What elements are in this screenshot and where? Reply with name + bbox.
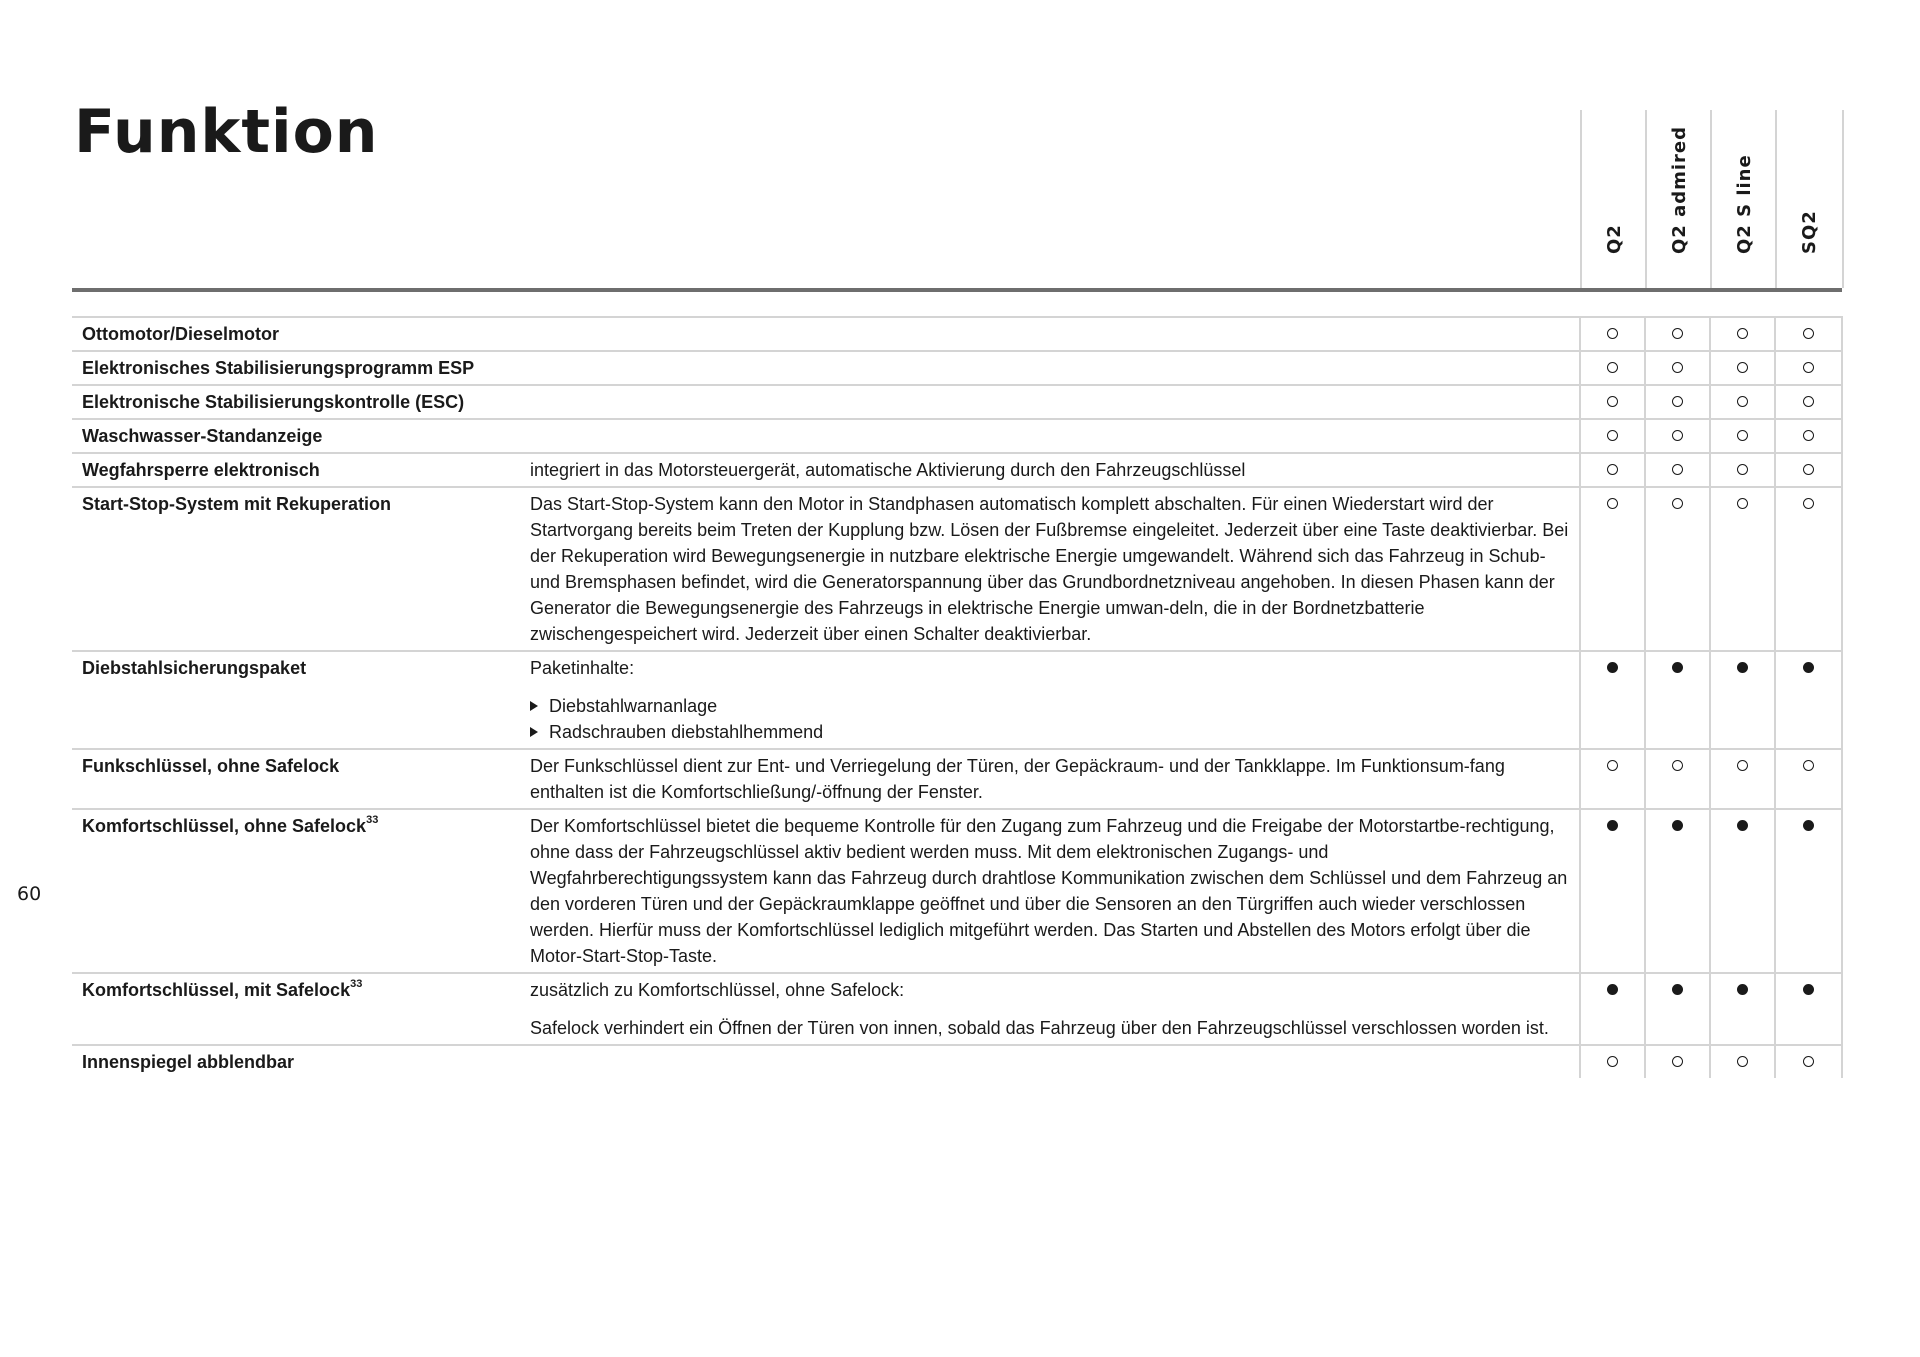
list-item (530, 719, 1569, 745)
availability-cell (1645, 385, 1710, 419)
availability-cell (1580, 651, 1645, 749)
feature-description (520, 809, 1580, 973)
hollow-circle-icon (1607, 328, 1618, 339)
feature-description (520, 651, 1580, 749)
availability-cell (1645, 749, 1710, 809)
hollow-circle-icon (1607, 362, 1618, 373)
availability-cell (1645, 317, 1710, 351)
hollow-circle-icon (1737, 328, 1748, 339)
availability-cell (1775, 453, 1842, 487)
hollow-circle-icon (1803, 328, 1814, 339)
availability-cell (1775, 651, 1842, 749)
table-row (72, 973, 1842, 1045)
filled-circle-icon (1672, 820, 1683, 831)
hollow-circle-icon (1803, 396, 1814, 407)
filled-circle-icon (1803, 820, 1814, 831)
feature-description-text: integriert in das Motorsteuergerät, automatische Aktivierung durch den Fahrzeugschlüssel (530, 460, 1246, 480)
availability-cell (1775, 317, 1842, 351)
table-row (72, 749, 1842, 809)
table-row (72, 453, 1842, 487)
hollow-circle-icon (1803, 498, 1814, 509)
feature-table-body (72, 317, 1842, 1078)
feature-name-text: Komfortschlüssel, mit Safelock (82, 980, 351, 1000)
feature-description (520, 453, 1580, 487)
availability-cell (1645, 453, 1710, 487)
hollow-circle-icon (1737, 396, 1748, 407)
table-row (72, 1045, 1842, 1078)
page-title: Funktion (74, 97, 379, 167)
hollow-circle-icon (1607, 498, 1618, 509)
availability-cell (1775, 809, 1842, 973)
hollow-circle-icon (1737, 430, 1748, 441)
feature-name-text: Elektronische Stabilisierungskontrolle (ESC) (82, 392, 465, 412)
availability-cell (1710, 1045, 1775, 1078)
filled-circle-icon (1672, 662, 1683, 673)
availability-cell (1710, 749, 1775, 809)
feature-description-text: Paketinhalte: (530, 658, 635, 678)
feature-name (72, 351, 520, 385)
hollow-circle-icon (1607, 464, 1618, 475)
hollow-circle-icon (1737, 498, 1748, 509)
hollow-circle-icon (1607, 396, 1618, 407)
availability-cell (1580, 1045, 1645, 1078)
availability-cell (1775, 419, 1842, 453)
availability-cell (1710, 385, 1775, 419)
feature-table (72, 316, 1843, 1078)
availability-cell (1645, 1045, 1710, 1078)
hollow-circle-icon (1803, 1056, 1814, 1067)
hollow-circle-icon (1803, 760, 1814, 771)
availability-cell (1645, 351, 1710, 385)
table-row (72, 385, 1842, 419)
footnote-ref: 33 (350, 978, 363, 990)
triangle-bullet-icon (530, 727, 538, 737)
feature-name (72, 809, 520, 973)
feature-description-text: Das Start-Stop-System kann den Motor in Standphasen automatisch komplett abschalten. Für einen Wiederstart wird der Startvorgang bereits beim Treten der Kupplung bzw. Lösen der Fußbremse eingeleitet. Jederzeit über eine Taste deaktivierbar. Bei der Rekuperation wird Bewegungsenergie in nutzbare elektrische Energie umgewandelt. Während sich das Fahrzeug in Schub- und Bremsphasen befindet, wird die Generatorspannung über das Grundbordnetzniveau angehoben. In diesen Phasen kann der Generator die Bewegungsenergie des Fahrzeugs in elektrische Energie umwan-deln, die in der Bordnetzbatterie zwischengespeichert wird. Jederzeit über einen Schalter deaktivierbar. (530, 494, 1569, 644)
table-row (72, 317, 1842, 351)
filled-circle-icon (1803, 662, 1814, 673)
availability-cell (1710, 973, 1775, 1045)
availability-cell (1645, 809, 1710, 973)
hollow-circle-icon (1803, 430, 1814, 441)
hollow-circle-icon (1672, 1056, 1683, 1067)
availability-cell (1645, 419, 1710, 453)
filled-circle-icon (1607, 984, 1618, 995)
hollow-circle-icon (1607, 1056, 1618, 1067)
header-rule (72, 288, 1842, 292)
feature-name (72, 385, 520, 419)
column-header-label: Q2 admired (1668, 125, 1690, 254)
availability-cell (1710, 651, 1775, 749)
availability-cell (1775, 973, 1842, 1045)
filled-circle-icon (1737, 820, 1748, 831)
availability-cell (1710, 809, 1775, 973)
feature-name (72, 1045, 520, 1078)
column-header-q2-s-line (1710, 110, 1777, 288)
availability-cell (1710, 351, 1775, 385)
feature-description (520, 351, 1580, 385)
feature-description (520, 317, 1580, 351)
availability-cell (1710, 419, 1775, 453)
feature-name-text: Diebstahlsicherungspaket (82, 658, 307, 678)
availability-cell (1645, 487, 1710, 651)
feature-description (520, 1045, 1580, 1078)
availability-cell (1645, 973, 1710, 1045)
feature-description (520, 973, 1580, 1045)
availability-cell (1580, 317, 1645, 351)
availability-cell (1710, 453, 1775, 487)
table-row (72, 419, 1842, 453)
availability-cell (1580, 487, 1645, 651)
filled-circle-icon (1607, 662, 1618, 673)
hollow-circle-icon (1672, 328, 1683, 339)
table-row (72, 809, 1842, 973)
filled-circle-icon (1672, 984, 1683, 995)
hollow-circle-icon (1672, 464, 1683, 475)
availability-cell (1775, 487, 1842, 651)
hollow-circle-icon (1803, 362, 1814, 373)
availability-cell (1580, 453, 1645, 487)
hollow-circle-icon (1737, 464, 1748, 475)
hollow-circle-icon (1803, 464, 1814, 475)
feature-name (72, 453, 520, 487)
feature-description (520, 385, 1580, 419)
column-header-label: Q2 (1603, 224, 1625, 254)
list-item (530, 693, 1569, 719)
feature-name (72, 651, 520, 749)
availability-cell (1580, 385, 1645, 419)
feature-name (72, 973, 520, 1045)
feature-name-text: Funkschlüssel, ohne Safelock (82, 756, 340, 776)
feature-name-text: Innenspiegel abblendbar (82, 1052, 295, 1072)
hollow-circle-icon (1737, 1056, 1748, 1067)
feature-name (72, 419, 520, 453)
hollow-circle-icon (1737, 362, 1748, 373)
feature-name-text: Komfortschlüssel, ohne Safelock (82, 816, 367, 836)
list-item-text: Diebstahlwarnanlage (549, 696, 718, 716)
feature-name (72, 487, 520, 651)
availability-cell (1580, 809, 1645, 973)
hollow-circle-icon (1672, 430, 1683, 441)
feature-description-text: Der Funkschlüssel dient zur Ent- und Verriegelung der Türen, der Gepäckraum- und der Tankklappe. Im Funktionsum-fang enthalten ist die Komfortschließung/-öffnung der Fenster. (530, 756, 1505, 802)
feature-name-text: Elektronisches Stabilisierungsprogramm ESP (82, 358, 475, 378)
availability-cell (1580, 351, 1645, 385)
availability-cell (1775, 351, 1842, 385)
availability-cell (1775, 1045, 1842, 1078)
filled-circle-icon (1803, 984, 1814, 995)
availability-cell (1580, 749, 1645, 809)
list-item-text: Radschrauben diebstahlhemmend (549, 722, 824, 742)
availability-cell (1580, 419, 1645, 453)
feature-description-text: zusätzlich zu Komfortschlüssel, ohne Safelock: (530, 980, 905, 1000)
table-row (72, 651, 1842, 749)
feature-name-text: Wegfahrsperre elektronisch (82, 460, 320, 480)
column-header-q2-admired (1645, 110, 1712, 288)
column-header-label: Q2 S line (1733, 154, 1755, 254)
page-number: 60 (17, 883, 42, 905)
filled-circle-icon (1737, 984, 1748, 995)
feature-description-text-2: Safelock verhindert ein Öffnen der Türen von innen, sobald das Fahrzeug über den Fahrzeugschlüssel verschlossen worden ist. (530, 1018, 1549, 1038)
column-header-sq2 (1775, 110, 1844, 288)
triangle-bullet-icon (530, 701, 538, 711)
column-header-q2 (1580, 110, 1647, 288)
hollow-circle-icon (1672, 760, 1683, 771)
feature-description (520, 487, 1580, 651)
table-row (72, 351, 1842, 385)
feature-name (72, 749, 520, 809)
feature-description (520, 419, 1580, 453)
hollow-circle-icon (1672, 362, 1683, 373)
feature-description (520, 749, 1580, 809)
feature-name-text: Ottomotor/Dieselmotor (82, 324, 280, 344)
feature-name-text: Start-Stop-System mit Rekuperation (82, 494, 392, 514)
package-item-list (530, 693, 1569, 745)
availability-cell (1580, 973, 1645, 1045)
feature-name-text: Waschwasser-Standanzeige (82, 426, 323, 446)
table-row (72, 487, 1842, 651)
column-header-label: SQ2 (1798, 210, 1820, 254)
feature-name (72, 317, 520, 351)
filled-circle-icon (1737, 662, 1748, 673)
hollow-circle-icon (1607, 430, 1618, 441)
hollow-circle-icon (1672, 498, 1683, 509)
availability-cell (1775, 385, 1842, 419)
filled-circle-icon (1607, 820, 1618, 831)
availability-cell (1775, 749, 1842, 809)
hollow-circle-icon (1737, 760, 1748, 771)
hollow-circle-icon (1607, 760, 1618, 771)
feature-description-text: Der Komfortschlüssel bietet die bequeme Kontrolle für den Zugang zum Fahrzeug und die Freigabe der Motorstartbe-rechtigung, ohne dass der Fahrzeugschlüssel aktiv bedient werden muss. Mit dem elektronischen Zugangs- und Wegfahrberechtigungssystem kann das Fahrzeug durch drahtlose Kommunikation zwischen dem Schlüssel und dem Fahrzeug an den vorderen Türen und der Gepäckraumklappe geöffnet und über die Sensoren an den Türgriffen auch wieder verschlossen werden. Hierfür muss der Komfortschlüssel lediglich mitgeführt werden. Das Starten und Abstellen des Motors erfolgt über die Motor-Start-Stop-Taste. (530, 816, 1568, 966)
hollow-circle-icon (1672, 396, 1683, 407)
availability-cell (1710, 317, 1775, 351)
footnote-ref: 33 (366, 814, 379, 826)
availability-cell (1710, 487, 1775, 651)
availability-cell (1645, 651, 1710, 749)
